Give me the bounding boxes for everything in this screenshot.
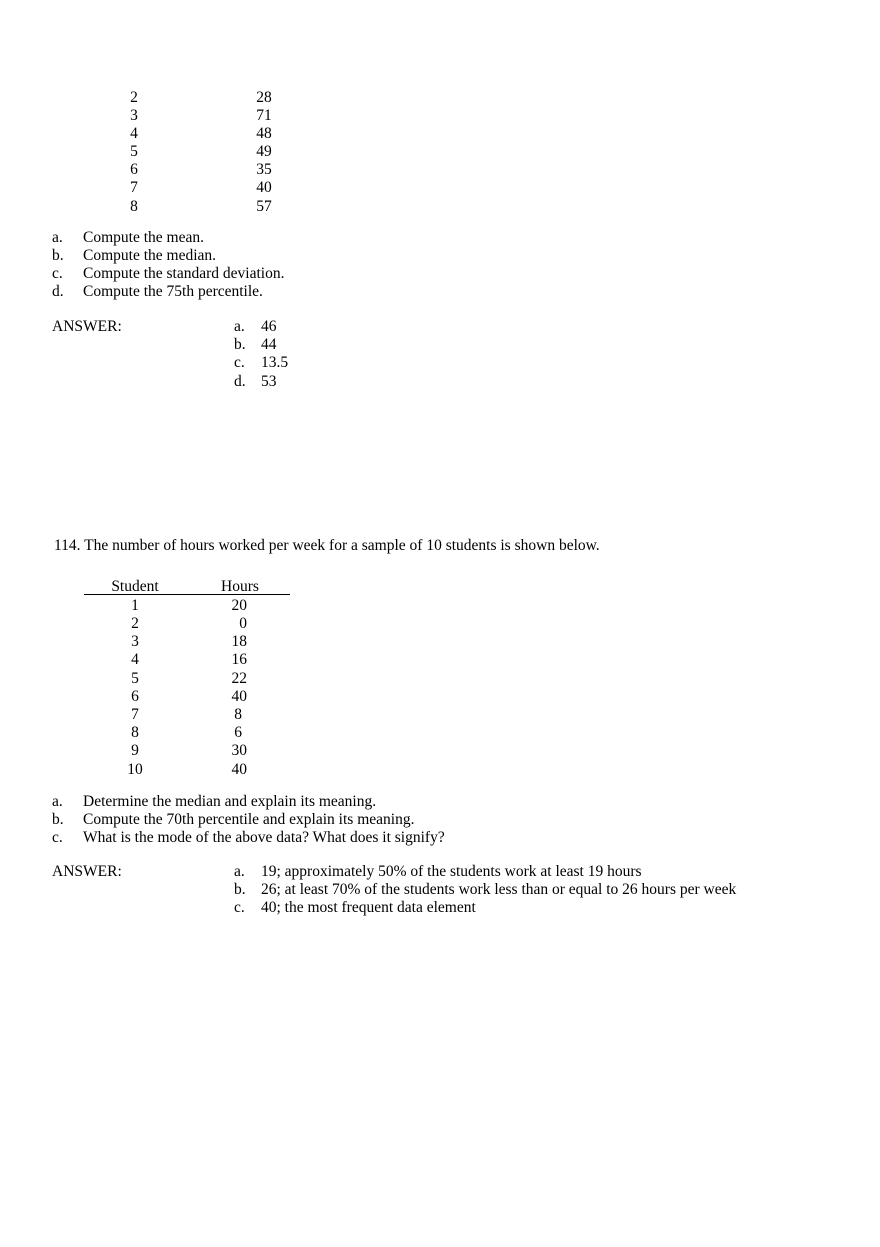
question-text: Compute the 75th percentile. (83, 283, 263, 300)
table-cell: 2 (131, 615, 139, 632)
table-cell: 5 (131, 670, 139, 687)
table-cell: 40 (231, 761, 247, 778)
header-underline (84, 594, 290, 595)
answer-letter: c. (234, 354, 245, 371)
answer-text: 53 (261, 373, 277, 390)
question-text: Compute the mean. (83, 229, 204, 246)
table-cell: 10 (127, 761, 143, 778)
answer-text: 19; approximately 50% of the students work at least 19 hours (261, 863, 642, 880)
table-cell: 6 (131, 688, 139, 705)
question-letter: a. (52, 793, 63, 810)
answer-letter: b. (234, 336, 246, 353)
table-cell: 40 (231, 688, 247, 705)
question-letter: b. (52, 811, 64, 828)
table-cell: 22 (231, 670, 247, 687)
table-cell: 8 (131, 724, 139, 741)
table-cell: 3 (131, 633, 139, 650)
table-cell: 18 (231, 633, 247, 650)
table-cell: 49 (256, 143, 272, 160)
question-text: Compute the median. (83, 247, 217, 264)
question-letter: c. (52, 265, 63, 282)
question-114-prompt: 114. The number of hours worked per week for a sample of 10 students is shown below. (54, 537, 600, 554)
table-cell: 7 (130, 179, 138, 196)
answer-text: 46 (261, 318, 277, 335)
question-letter: d. (52, 283, 64, 300)
table-cell: 8 (234, 706, 242, 723)
table-cell: 40 (256, 179, 272, 196)
column-header-student: Student (111, 578, 159, 595)
answer-text: 26; at least 70% of the students work less than or equal to 26 hours per week (261, 881, 737, 898)
table-cell: 1 (131, 597, 139, 614)
table-cell: 6 (234, 724, 242, 741)
table-cell: 4 (130, 125, 138, 142)
table-cell: 4 (131, 651, 139, 668)
answer-letter: a. (234, 863, 245, 880)
table-cell: 16 (231, 651, 247, 668)
question-text: Determine the median and explain its meaning. (83, 793, 377, 810)
table-cell: 20 (231, 597, 247, 614)
answer-letter: b. (234, 881, 246, 898)
question-text: What is the mode of the above data? What does it signify? (83, 829, 445, 846)
answer-label: ANSWER: (52, 318, 122, 335)
table-cell: 57 (256, 198, 272, 215)
answer-text: 44 (261, 336, 277, 353)
answer-text: 40; the most frequent data element (261, 899, 476, 916)
table-cell: 7 (131, 706, 139, 723)
table-cell: 48 (256, 125, 272, 142)
answer-letter: c. (234, 899, 245, 916)
question-letter: a. (52, 229, 63, 246)
table-cell: 35 (256, 161, 272, 178)
question-text: Compute the standard deviation. (83, 265, 285, 282)
question-letter: b. (52, 247, 64, 264)
table-cell: 3 (130, 107, 138, 124)
table-cell: 9 (131, 742, 139, 759)
answer-letter: a. (234, 318, 245, 335)
answer-text: 13.5 (261, 354, 289, 371)
table-cell: 30 (231, 742, 247, 759)
table-cell: 5 (130, 143, 138, 160)
table-cell: 6 (130, 161, 138, 178)
table-cell: 8 (130, 198, 138, 215)
column-header-hours: Hours (221, 578, 259, 595)
answer-letter: d. (234, 373, 246, 390)
table-cell: 28 (256, 89, 272, 106)
table-cell: 0 (239, 615, 247, 632)
answer-label: ANSWER: (52, 863, 122, 880)
table-cell: 2 (130, 89, 138, 106)
table-cell: 71 (256, 107, 272, 124)
question-letter: c. (52, 829, 63, 846)
question-text: Compute the 70th percentile and explain its meaning. (83, 811, 415, 828)
